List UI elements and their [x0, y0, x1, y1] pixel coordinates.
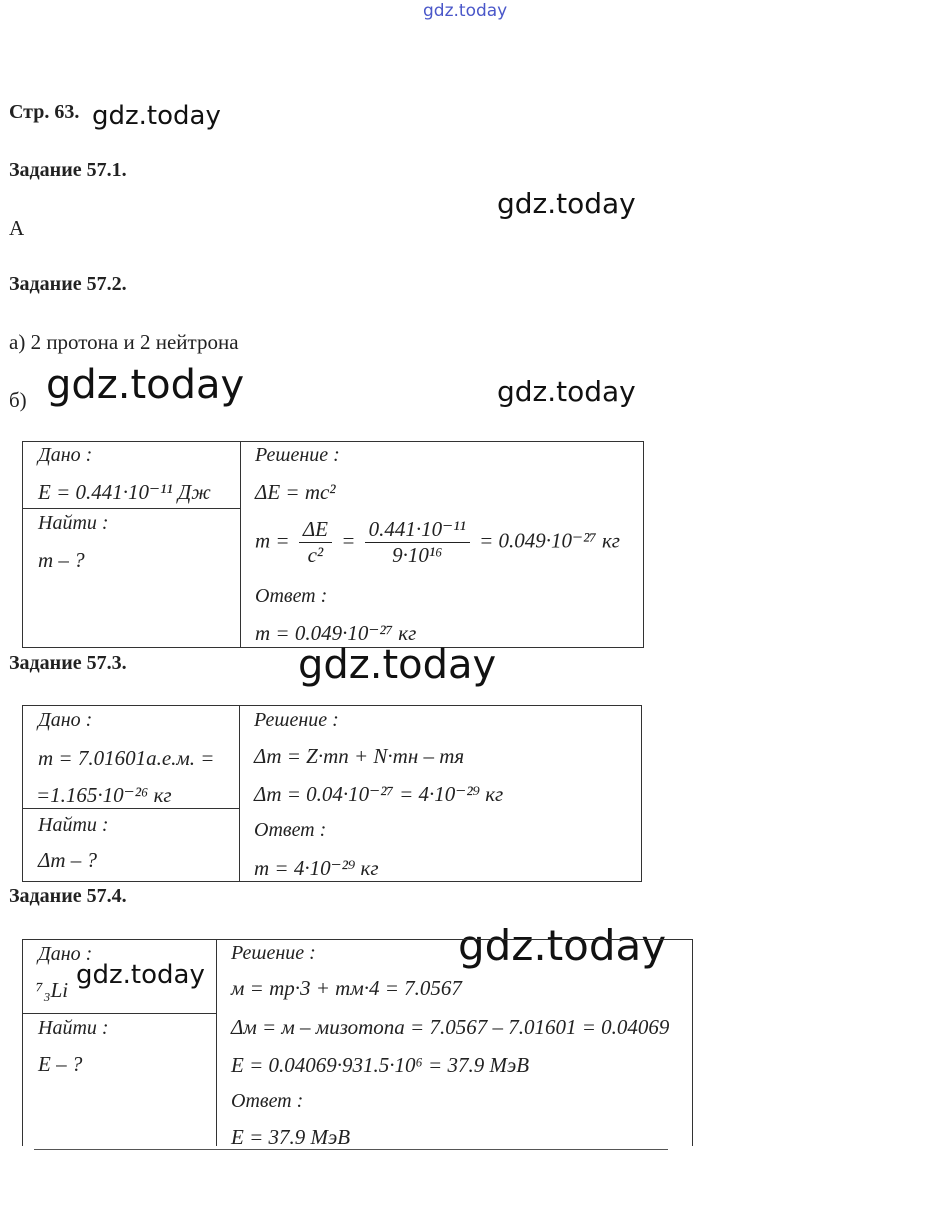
task-title-57-3: Задание 57.3. — [9, 652, 127, 674]
formula-line-1: м = mр·3 + mм·4 = 7.0567 — [231, 976, 462, 1000]
formula-line-3: E = 0.04069·931.5·10⁶ = 37.9 МэВ — [231, 1053, 530, 1077]
find-label: Найти : — [38, 1017, 109, 1039]
formula: ΔE = mc² — [255, 480, 336, 504]
find-label: Найти : — [38, 814, 109, 836]
answer-label: Ответ : — [255, 585, 328, 607]
task-title-57-2: Задание 57.2. — [9, 273, 127, 295]
page-number: Стр. 63. — [9, 101, 80, 123]
answer-value: E = 37.9 МэВ — [231, 1125, 351, 1149]
given-value-2: =1.165·10⁻²⁶ кг — [36, 783, 172, 807]
header-watermark: gdz.today — [423, 1, 508, 21]
table-bottom-rule — [34, 1149, 668, 1150]
watermark: gdz.today — [92, 101, 221, 131]
given-value: ⁷₃Li — [36, 978, 69, 1002]
given-label: Дано : — [38, 444, 93, 466]
calculation: m = $\frac{\Delta E}{\text{c²}}$ = $\frac{\text{0.441·10⁻¹¹}}{\text{9·10¹⁶}}$ = 0.049·10⁻²⁷ кг — [255, 517, 620, 567]
answer-value: m = 0.049·10⁻²⁷ кг — [255, 621, 417, 645]
watermark: gdz.today — [298, 642, 497, 688]
given-value: m = 7.01601а.е.м. = — [38, 746, 215, 770]
given-label: Дано : — [38, 709, 93, 731]
formula: Δm = Z·mп + N·mн – mя — [254, 744, 465, 768]
solution-label: Решение : — [255, 444, 340, 466]
answer-value: m = 4·10⁻²⁹ кг — [254, 856, 379, 880]
watermark: gdz.today — [458, 921, 667, 970]
watermark: gdz.today — [497, 375, 636, 408]
task-answer-57-1: А — [9, 216, 25, 240]
task-title-57-1: Задание 57.1. — [9, 159, 127, 181]
given-label: Дано : — [38, 943, 93, 965]
solution-label: Решение : — [231, 942, 316, 964]
find-value: E – ? — [38, 1052, 83, 1076]
watermark: gdz.today — [497, 187, 636, 220]
find-label: Найти : — [38, 512, 109, 534]
watermark: gdz.today — [76, 960, 205, 990]
watermark: gdz.today — [46, 362, 245, 408]
task-part-a: а) 2 протона и 2 нейтрона — [9, 330, 239, 354]
find-value: m – ? — [38, 548, 85, 572]
answer-label: Ответ : — [231, 1090, 304, 1112]
calculation: Δm = 0.04·10⁻²⁷ = 4·10⁻²⁹ кг — [254, 782, 504, 806]
formula-line-2: Δм = м – мизотопа = 7.0567 – 7.01601 = 0.04069 — [231, 1015, 670, 1039]
task-title-57-4: Задание 57.4. — [9, 885, 127, 907]
find-value: Δm – ? — [38, 848, 97, 872]
given-value: E = 0.441·10⁻¹¹ Дж — [38, 480, 211, 504]
solution-label: Решение : — [254, 709, 339, 731]
task-part-b: б) — [9, 388, 27, 412]
answer-label: Ответ : — [254, 819, 327, 841]
